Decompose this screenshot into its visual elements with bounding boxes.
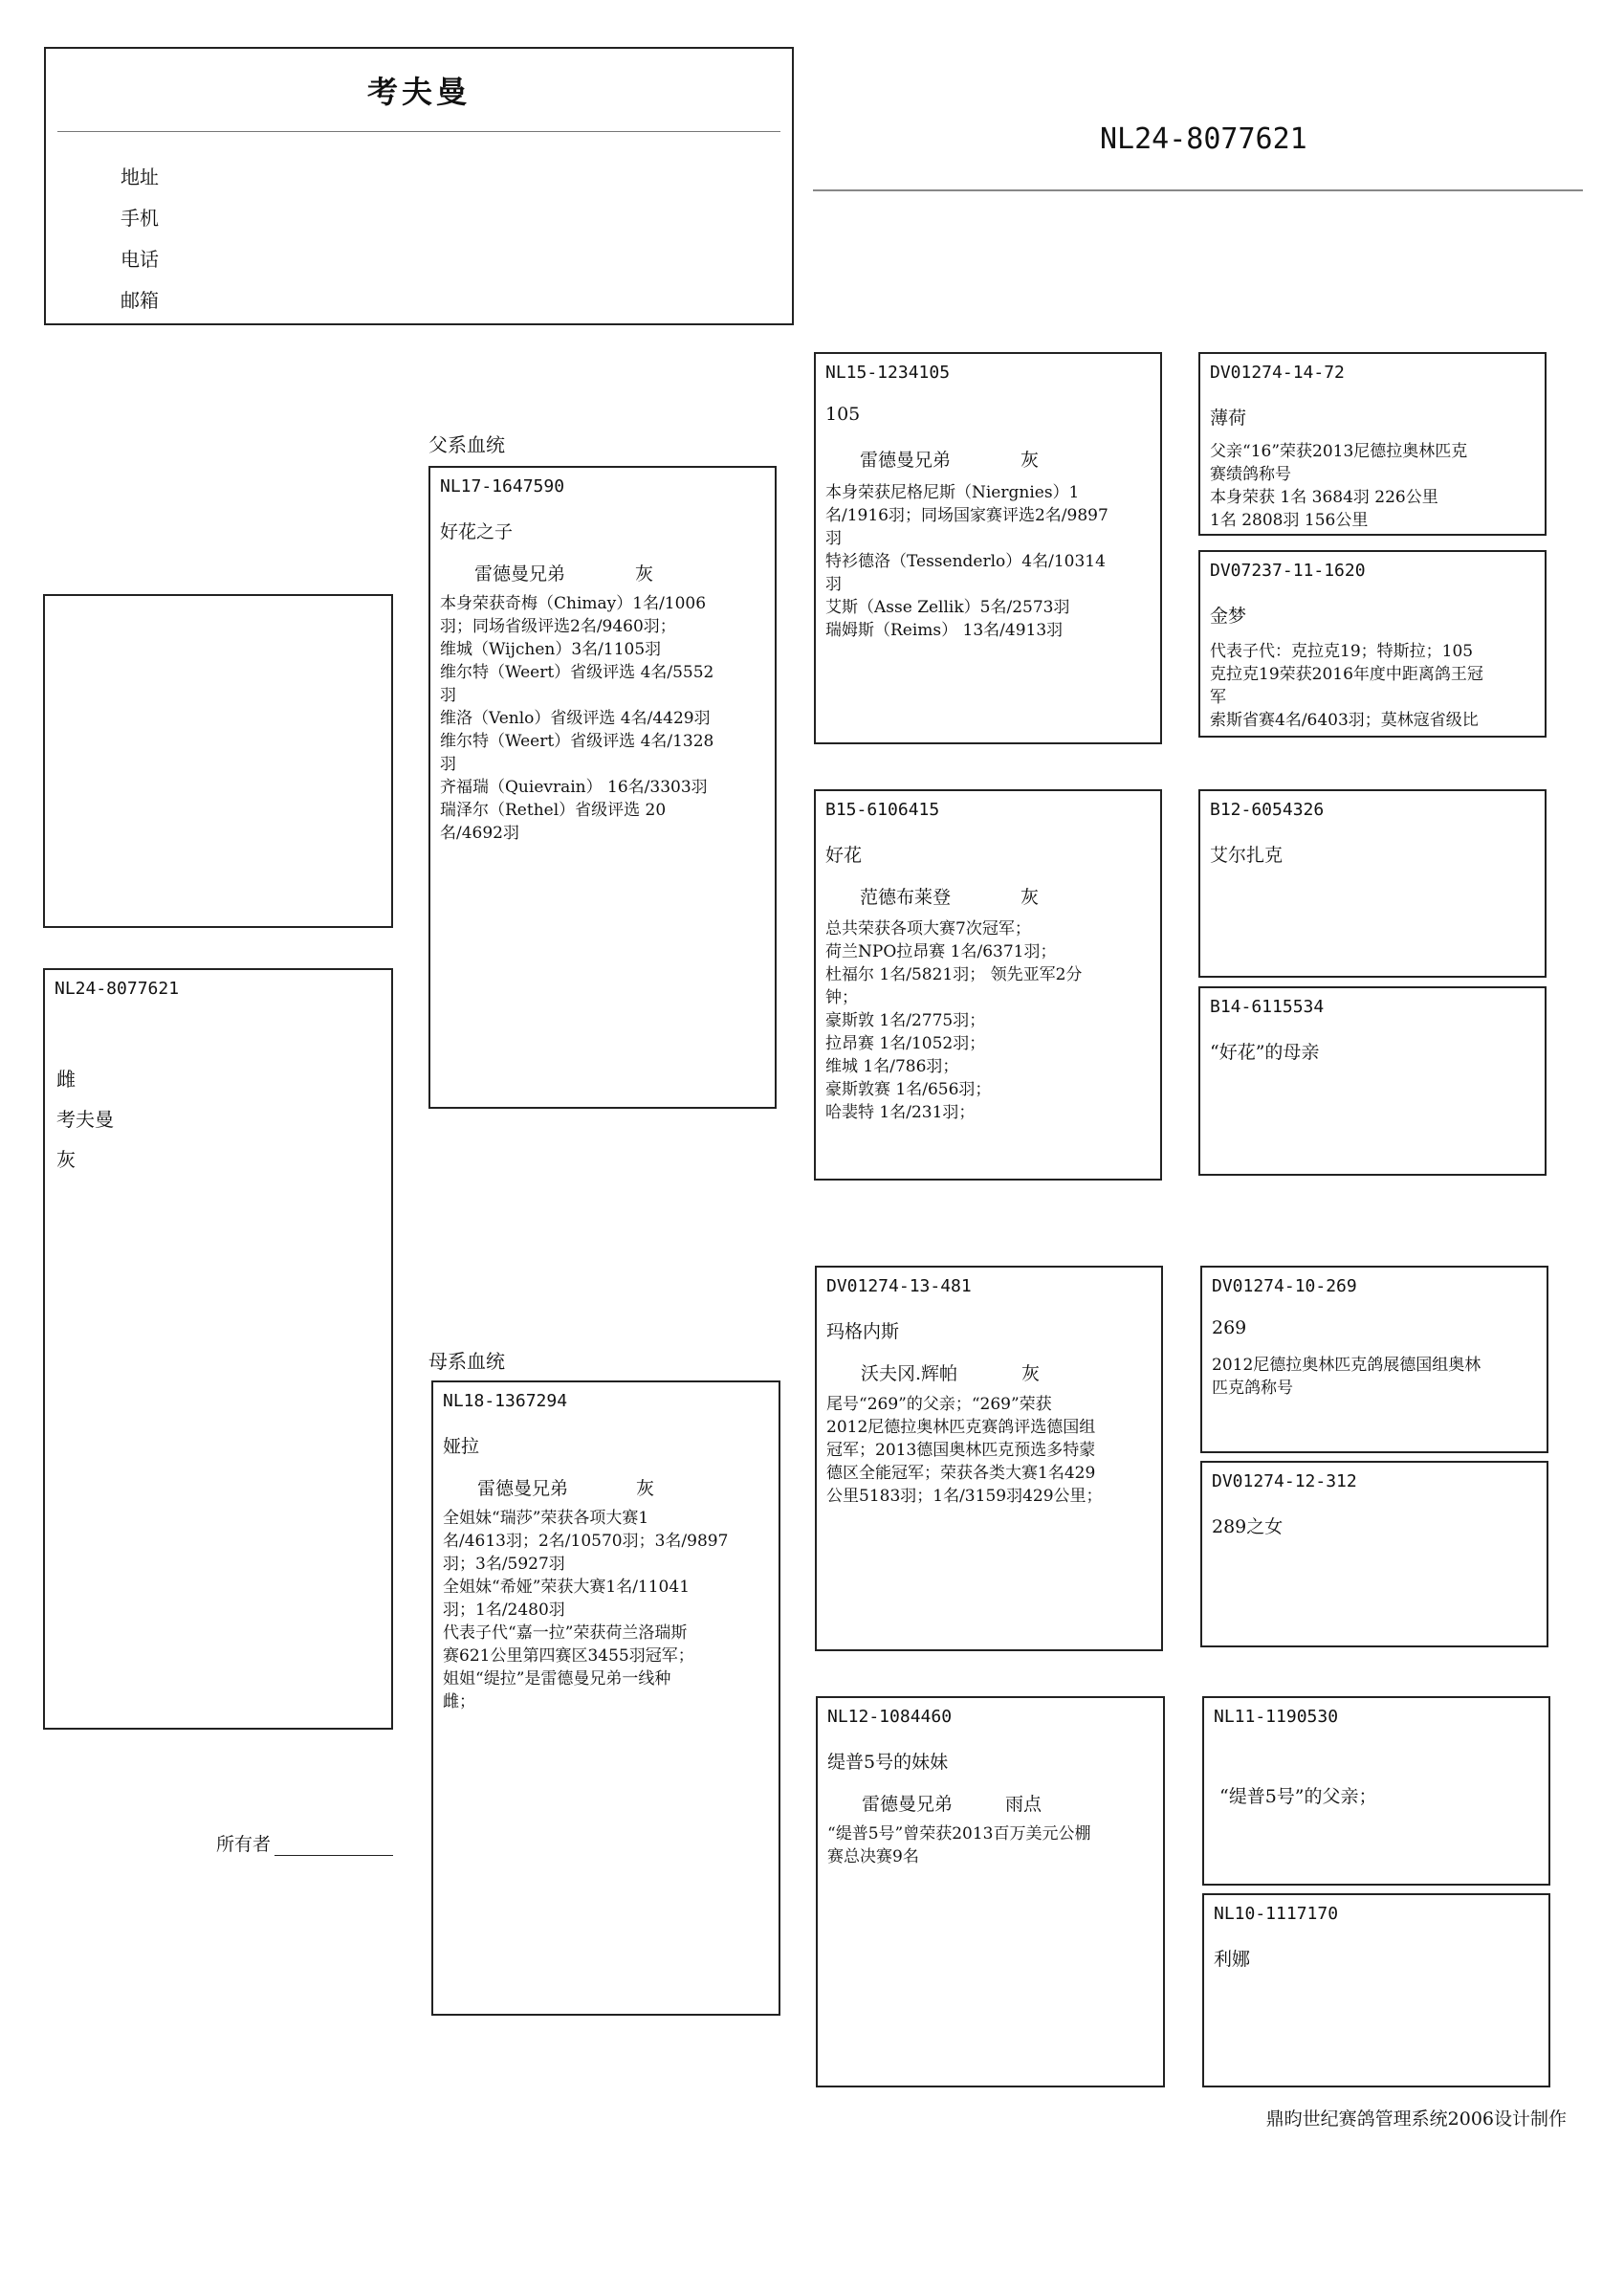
subject-sex: 雌	[56, 1068, 76, 1091]
sire-section-label: 父系血统	[428, 433, 505, 456]
dss-notes: 2012尼德拉奥林匹克鸽展德国组奥林 匹克鸽称号	[1212, 1356, 1481, 1398]
sss-card	[1198, 352, 1547, 536]
ss-color: 灰	[1020, 450, 1040, 471]
ss-breeder: 雷德曼兄弟	[860, 450, 952, 471]
sd-name: 好花	[825, 845, 863, 866]
ds-notes: 尾号“269”的父亲；“269”荣获 2012尼德拉奥林匹克赛鸽评选德国组 冠军；2013德国奥林匹克预选多特蒙 德区全能冠军；荣获各类大赛1名429 公里5183羽；1名/3159羽429公里；	[826, 1395, 1103, 1506]
dam-card	[431, 1380, 780, 2016]
header-divider	[57, 131, 780, 132]
sss-notes: 父亲“16”荣获2013尼德拉奥林匹克 赛绩鸽称号 本身荣获 1名 3684羽 226公里 1名 2808羽 156公里	[1210, 442, 1468, 530]
ss-name: 105	[825, 404, 861, 425]
dsd-card	[1200, 1461, 1548, 1647]
dss-ring: DV01274-10-269	[1212, 1276, 1357, 1296]
dsd-name: 289之女	[1212, 1516, 1284, 1537]
ss-notes: 本身荣获尼格尼斯（Niergnies）1 名/1916羽；同场国家赛评选2名/9897 羽 特衫德洛（Tessenderlo）4名/10314 羽 艾斯（Asse Zellik）5名/2573羽 瑞姆斯（Reims） 13名/4913羽	[825, 483, 1108, 640]
sdd-ring: B14-6115534	[1210, 997, 1325, 1017]
sire-dam-card	[814, 789, 1162, 1181]
sds-ring: B12-6054326	[1210, 800, 1325, 820]
sire-ring: NL17-1647590	[440, 476, 565, 497]
dds-card	[1202, 1696, 1550, 1886]
owner-signature	[216, 1830, 393, 1856]
dsd-ring: DV01274-12-312	[1212, 1471, 1357, 1491]
sss-name: 薄荷	[1210, 408, 1247, 429]
sdd-name: “好花”的母亲	[1210, 1042, 1320, 1063]
ssd-ring: DV07237-11-1620	[1210, 561, 1366, 581]
owner-title: 考夫曼	[366, 74, 471, 110]
dam-section-label: 母系血统	[428, 1350, 505, 1373]
dds-ring: NL11-1190530	[1214, 1707, 1339, 1727]
contact-mobile-label: 手机	[121, 207, 159, 230]
ddd-ring: NL10-1117170	[1214, 1904, 1339, 1924]
ds-color: 灰	[1021, 1363, 1041, 1384]
dss-card	[1200, 1266, 1548, 1453]
ssd-name: 金梦	[1210, 606, 1247, 627]
top-ring-number: NL24-8077621	[1100, 122, 1307, 156]
sire-card	[428, 466, 777, 1109]
sd-breeder: 范德布莱登	[860, 887, 952, 908]
contact-email-label: 邮箱	[121, 289, 159, 312]
sds-name: 艾尔扎克	[1210, 845, 1284, 866]
ddd-card	[1202, 1893, 1550, 2087]
sire-breeder: 雷德曼兄弟	[474, 563, 566, 585]
sd-notes: 总共荣获各项大赛7次冠军； 荷兰NPO拉昂赛 1名/6371羽； 杜福尔 1名/5821羽； 领先亚军2分 钟； 豪斯敦 1名/2775羽； 拉昂赛 1名/1052羽； 维城 1名/786羽； 豪斯敦赛 1名/656羽； 哈裴特 1名/231羽；	[825, 919, 1083, 1122]
subject-ring: NL24-8077621	[55, 979, 180, 999]
sire-notes: 本身荣获奇梅（Chimay）1名/1006 羽；同场省级评选2名/9460羽； 维城（Wijchen）3名/1105羽 维尔特（Weert）省级评选 4名/5552 羽 维洛（Venlo）省级评选 4名/4429羽 维尔特（Weert）省级评选 4名/1328 羽 齐福瑞（Quievrain） 16名/3303羽 瑞泽尔（Rethel）省级评选 20 名/4692羽	[440, 594, 714, 843]
dd-notes: “缇普5号”曾荣获2013百万美元公棚 赛总决赛9名	[827, 1824, 1091, 1866]
dam-color: 灰	[636, 1478, 655, 1499]
subject-color: 灰	[56, 1148, 76, 1171]
dam-name: 娅拉	[443, 1436, 480, 1457]
sd-color: 灰	[1020, 887, 1040, 908]
subject-pigeon-card	[43, 968, 393, 1730]
subject-name: 考夫曼	[56, 1108, 114, 1131]
dam-ring: NL18-1367294	[443, 1391, 568, 1411]
dd-name: 缇普5号的妹妹	[827, 1752, 949, 1773]
dam-breeder: 雷德曼兄弟	[477, 1478, 569, 1499]
owner-signature-line	[274, 1838, 393, 1856]
dd-breeder: 雷德曼兄弟	[862, 1794, 954, 1815]
ss-ring: NL15-1234105	[825, 363, 951, 383]
dd-color: 雨点	[1005, 1794, 1042, 1815]
sire-color: 灰	[635, 563, 654, 585]
contact-phone-label: 电话	[121, 248, 159, 271]
owner-header-box	[44, 47, 794, 325]
ds-name: 玛格内斯	[826, 1321, 900, 1342]
sdd-card	[1198, 986, 1547, 1176]
ssd-card	[1198, 550, 1547, 738]
sss-ring: DV01274-14-72	[1210, 363, 1345, 383]
ddd-name: 利娜	[1214, 1949, 1251, 1970]
dds-name: “缇普5号”的父亲；	[1219, 1786, 1377, 1807]
top-ring-divider	[813, 189, 1583, 191]
contact-address-label: 地址	[121, 166, 159, 188]
photo-placeholder	[43, 594, 393, 928]
dam-sire-card	[815, 1266, 1163, 1651]
footer-credit: 鼎昀世纪赛鸽管理系统2006设计制作	[1265, 2108, 1567, 2130]
sds-card	[1198, 789, 1547, 978]
sire-sire-card	[814, 352, 1162, 744]
owner-label: 所有者	[216, 1834, 272, 1855]
sire-name: 好花之子	[440, 521, 514, 542]
dd-ring: NL12-1084460	[827, 1707, 953, 1727]
sd-ring: B15-6106415	[825, 800, 940, 820]
ds-breeder: 沃夫冈.辉帕	[861, 1363, 958, 1384]
dss-name: 269	[1212, 1317, 1247, 1338]
dam-dam-card	[816, 1696, 1165, 2087]
ds-ring: DV01274-13-481	[826, 1276, 972, 1296]
ssd-notes: 代表子代：克拉克19；特斯拉；105 克拉克19荣获2016年度中距离鸽王冠 军 索斯省赛4名/6403羽；莫林寇省级比	[1210, 642, 1483, 730]
dam-notes: 全姐妹“瑞莎”荣获各项大赛1 名/4613羽；2名/10570羽；3名/9897 羽；3名/5927羽 全姐妹“希娅”荣获大赛1名/11041 羽；1名/2480羽 代表子代“嘉一拉”荣获荷兰洛瑞斯 赛621公里第四赛区3455羽冠军； 姐姐“缇拉”是雷德曼兄弟一线种 雌；	[443, 1509, 729, 1711]
